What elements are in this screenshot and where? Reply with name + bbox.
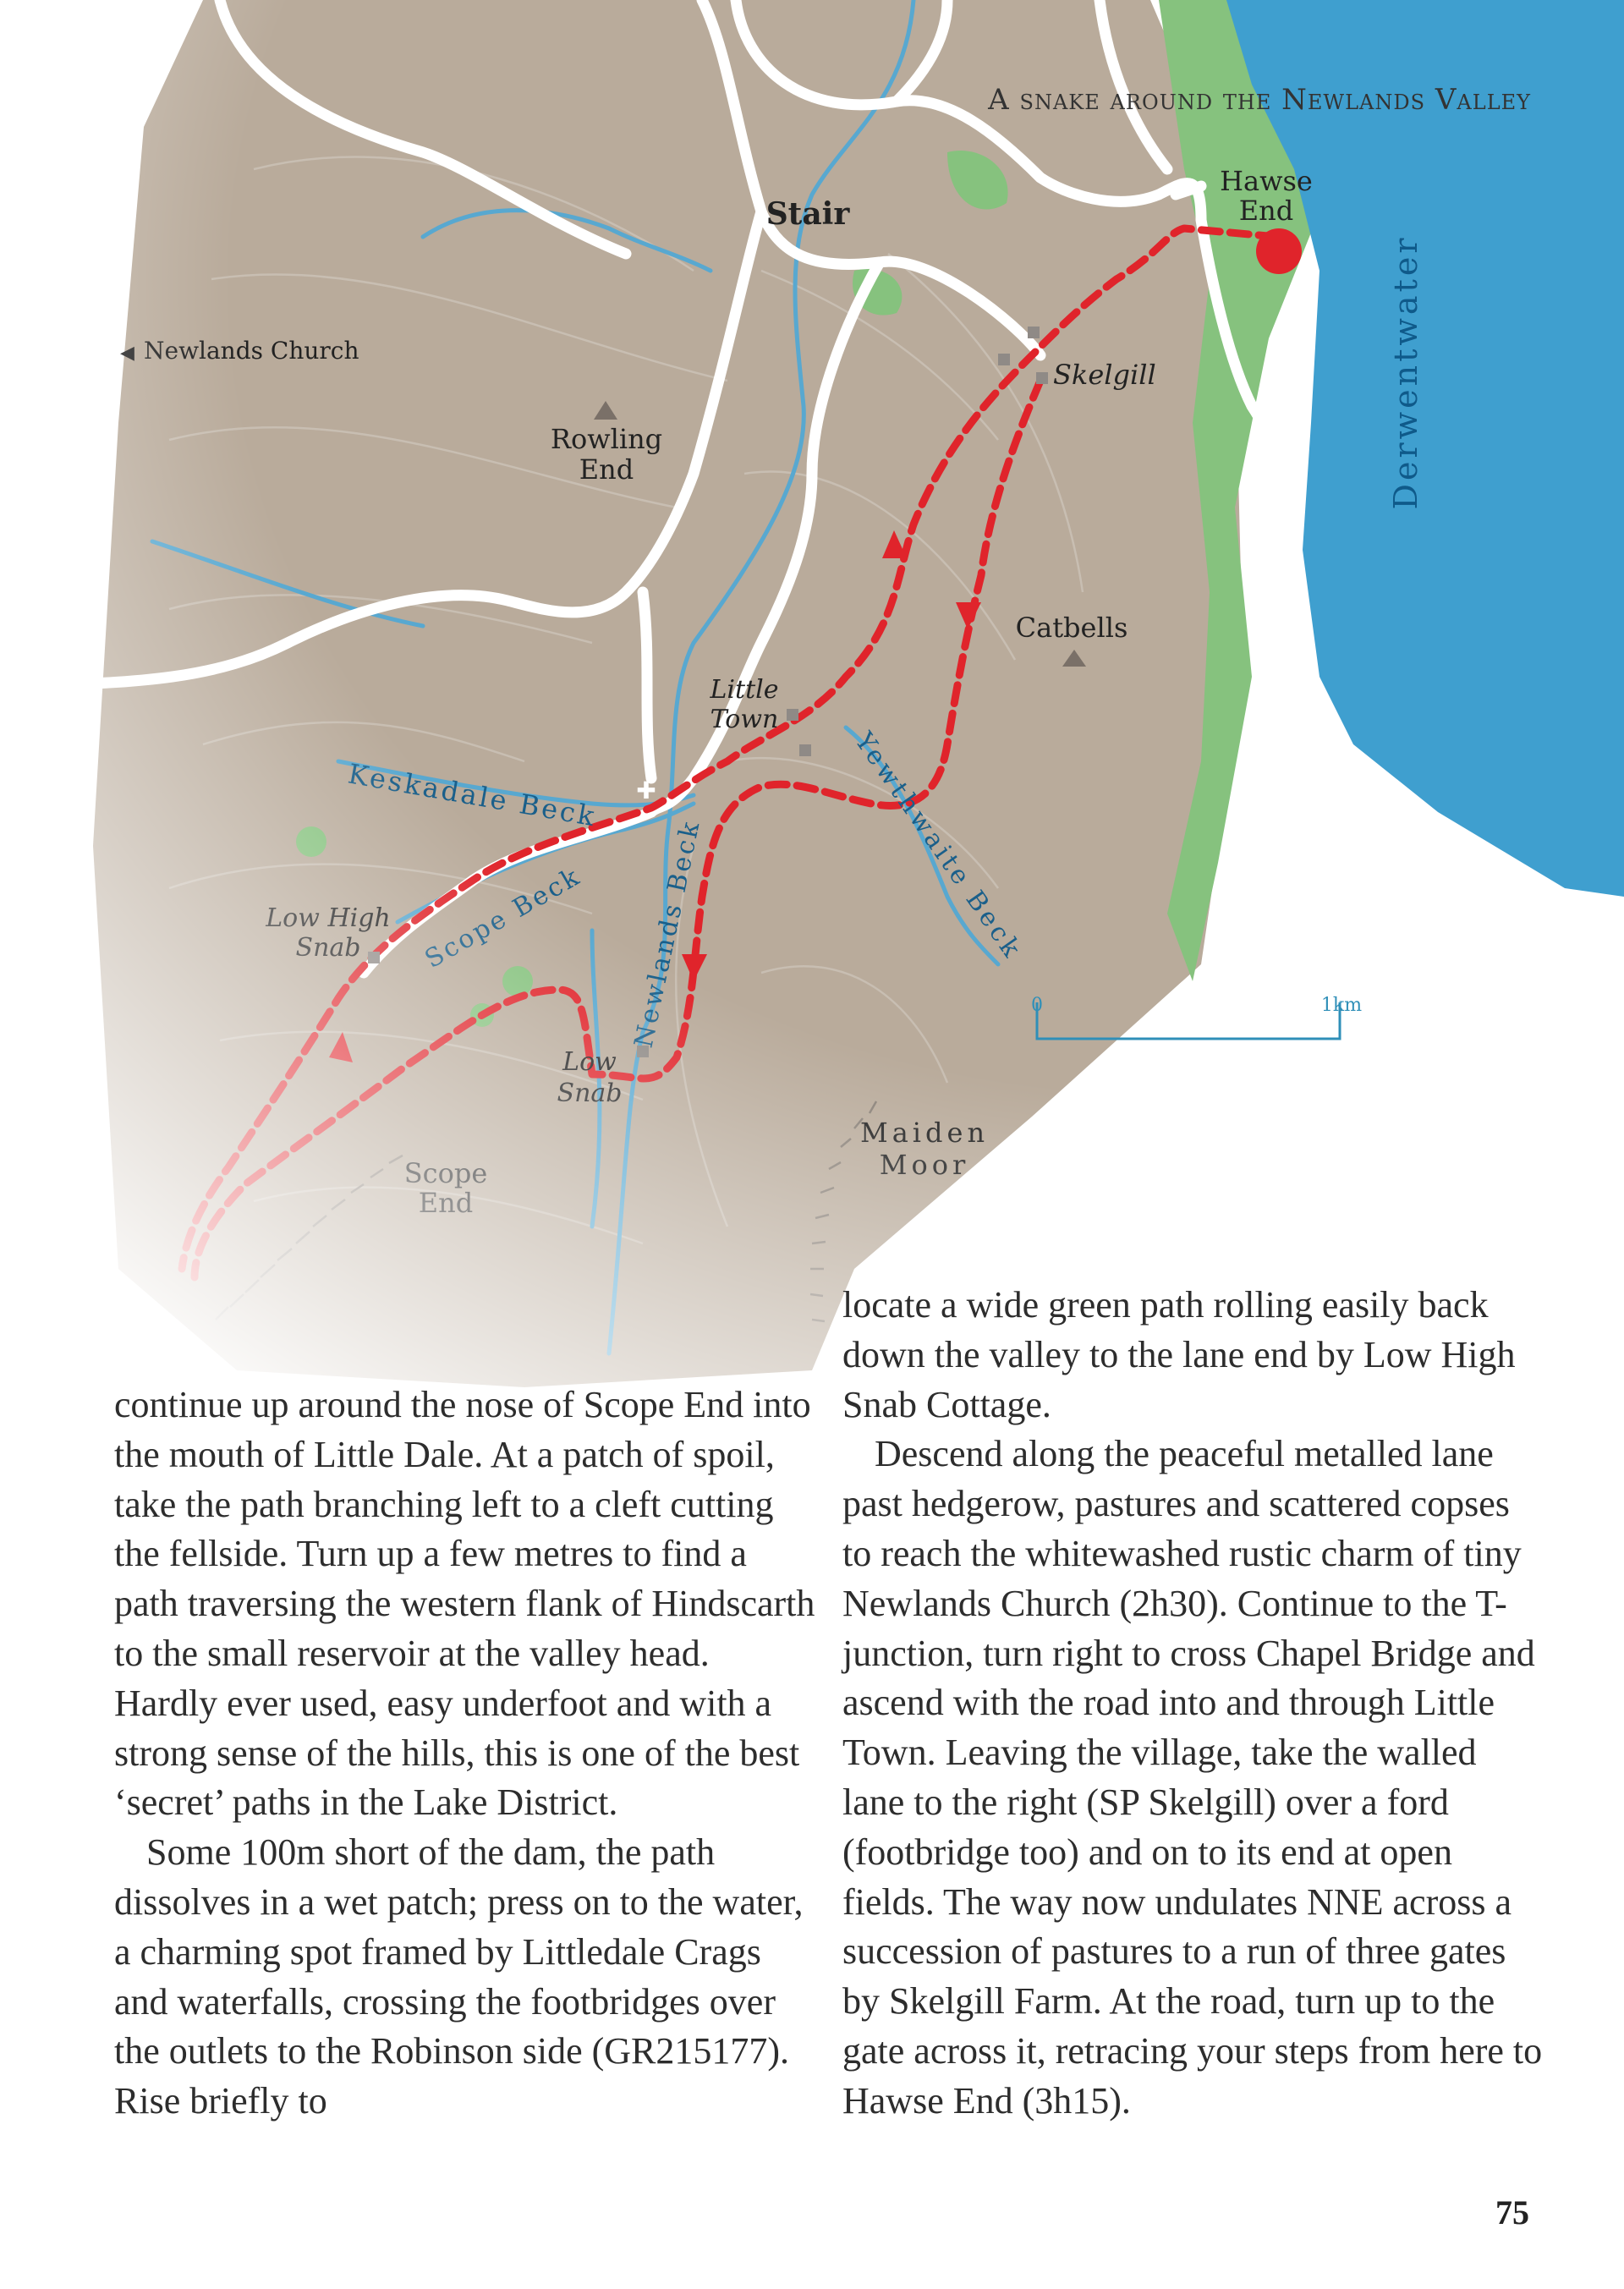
running-header: A snake around the Newlands Valley	[988, 83, 1531, 117]
page-number: 75	[1495, 2193, 1529, 2231]
paragraph: locate a wide green path rolling easily back down the valley to the lane end by Low High Snab Cottage.	[842, 1284, 1516, 1425]
text-column-left	[114, 1381, 816, 2127]
paragraph: Descend along the peaceful metalled lane past hedgerow, pastures and scattered copses to reach the whitewashed rustic charm of tiny Newlands Church (2h30). Continue to the T-junction, turn right to cross Chapel Bridge and ascend with the road into and through Little Town. Leaving the village, take the walled lane to the right (SP Skelgill) over a ford (footbridge too) and on to its end at open fields. The way now undulates NNE across a succession of pastures to a run of three gates by Skelgill Farm. At the road, turn up to the gate across it, retracing your steps from here to Hawse End (3h15).	[842, 1433, 1543, 2122]
text-column-right	[842, 1281, 1544, 2127]
paragraph: Some 100m short of the dam, the path dissolves in a wet patch; press on to the water, a charming spot framed by Littledale Crags and waterfalls, crossing the footbridges over the outlets to the Robinson side (GR215177). Rise briefly to	[114, 1831, 804, 2122]
paragraph: continue up around the nose of Scope End into the mouth of Little Dale. At a patch of spoil, take the path branching left to a cleft cutting the fellside. Turn up a few metres to find a path traversing the western flank of Hindscarth to the small reservoir at the valley head. Hardly ever used, easy underfoot and with a strong sense of the hills, this is one of the best ‘secret’ paths in the Lake District.	[114, 1384, 815, 1824]
